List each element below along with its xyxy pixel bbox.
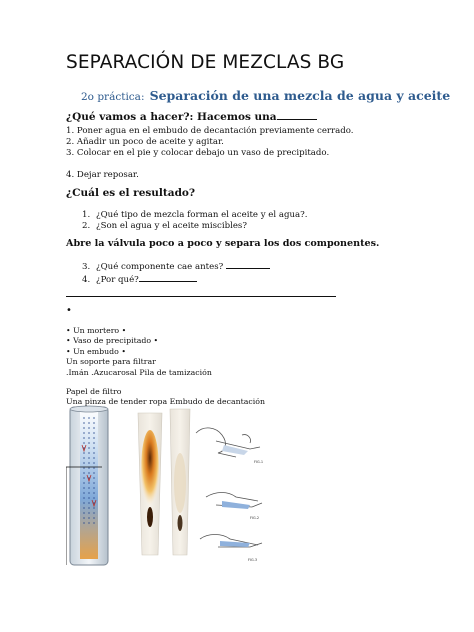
question-text: ¿Por qué? (96, 275, 139, 285)
step-item: 2. Añadir un poco de aceite y agitar. (66, 137, 224, 147)
practice-title: Separación de una mezcla de agua y aceite (149, 88, 451, 103)
answer-blank (139, 273, 197, 282)
heading-text: ¿Qué vamos a hacer?: Hacemos una (66, 111, 277, 123)
caption-fig3: FIG.3 (248, 558, 258, 562)
question-number: 1. (82, 210, 91, 220)
practice-number: 2o práctica: (81, 91, 145, 103)
procedure-steps (66, 126, 354, 181)
material-item: • Un embudo • (66, 346, 126, 356)
material-item: • Un mortero • (66, 326, 127, 335)
section-heading-valve: Abre la válvula poco a poco y separa los dos componentes. (66, 238, 380, 249)
question-text: ¿Qué tipo de mezcla forman el aceite y el agua?. (96, 210, 308, 220)
material-item: Una pinza de tender ropa Embudo de decantación (66, 397, 266, 407)
chromatography-column (70, 406, 108, 565)
step-item: 3. Colocar en el pie y colocar debajo un vaso de precipitado. (66, 148, 330, 158)
step-item: 1. Poner agua en el embudo de decantación previamente cerrado. (66, 126, 354, 136)
answer-blank (277, 119, 317, 120)
result-questions (82, 210, 308, 232)
hand-funnel-sketches (196, 428, 262, 547)
question-text: ¿Son el agua y el aceite miscibles? (96, 221, 247, 231)
step-item: 4. Dejar reposar. (66, 170, 139, 180)
caption-fig1: FIG.1 (254, 460, 264, 464)
material-item: Un soporte para filtrar (66, 357, 156, 367)
question-item (82, 260, 270, 273)
chromatography-paper-strips (138, 409, 190, 555)
question-item (82, 221, 308, 232)
materials-list (66, 326, 265, 408)
valve-questions (82, 260, 270, 286)
answer-blank (226, 260, 270, 269)
lab-illustrations-svg (66, 405, 276, 570)
question-item (82, 210, 308, 221)
question-text: ¿Qué componente cae antes? (96, 262, 224, 272)
question-number: 4. (82, 275, 91, 285)
bullet-mark: • (66, 305, 72, 316)
practice-subtitle (81, 85, 450, 104)
section-heading-result: ¿Cuál es el resultado? (66, 187, 196, 199)
lab-illustrations (66, 405, 276, 575)
document-title: SEPARACIÓN DE MEZCLAS BG (66, 52, 345, 73)
question-item (82, 273, 270, 286)
material-item: .Imán .Azucarosal Pila de tamización (66, 367, 212, 377)
section-heading-what-to-do (66, 111, 317, 123)
horizontal-divider (66, 296, 336, 297)
question-number: 3. (82, 262, 91, 272)
material-item: • Vaso de precipitado • (66, 336, 159, 346)
material-item: Papel de filtro (66, 387, 122, 397)
question-number: 2. (82, 221, 91, 231)
caption-fig2: FIG.2 (250, 516, 260, 520)
